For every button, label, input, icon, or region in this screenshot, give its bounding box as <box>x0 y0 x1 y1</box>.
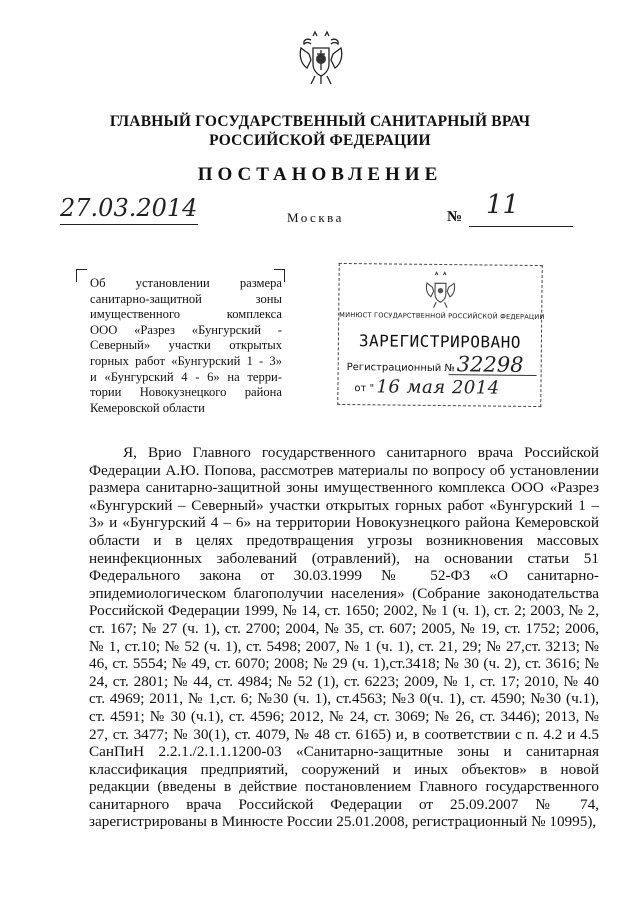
stamp-ministry-text: МИНЮСТ ГОСУДАРСТВЕННОЙ РОССИЙСКОЙ ФЕДЕРАЦИИ <box>339 310 545 322</box>
subject-line: и «Бунгурский 4 - 6» на терри- <box>90 369 282 384</box>
body-line: «Бунгурский – Северный» участки открытых горных работ «Бунгурский 1 – <box>89 496 599 514</box>
header-title-line2: РОССИЙСКОЙ ФЕДЕРАЦИИ <box>209 132 431 149</box>
stamp-date-label: от " <box>354 383 375 395</box>
document-type-title: ПОСТАНОВЛЕНИЕ <box>197 164 443 185</box>
stamp-date-handwritten: 16 мая 2014 <box>376 376 500 399</box>
body-line: Я, Врио Главного государственного санитарного врача Российской <box>123 444 599 461</box>
subject-line: горных работ «Бунгурский 1 - 3» <box>90 353 282 368</box>
body-line: области и в целях предотвращения угрозы возникновения массовых <box>89 531 599 549</box>
date-underline <box>60 224 198 225</box>
body-line: неинфекционных заболеваний (отравлений), на основании статьи 51 <box>89 549 599 567</box>
subject-line: имущественного комплекса <box>90 307 282 322</box>
russian-coat-of-arms-icon <box>297 30 345 86</box>
body-line: 46, ст. 5554; № 49, ст. 6070; 2008; № 29 (ч. 1),ст.3418; № 30 (ч. 2), ст. 3616; № <box>89 655 599 673</box>
subject-line: Об установлении размера <box>90 276 282 290</box>
body-line: Федерации А.Ю. Попова, рассмотрев материалы по вопросу об установлении <box>89 461 599 479</box>
body-line: № 1, ст.10; № 52 (ч. 1), ст. 5498; 2007, № 1 (ч. 1), ст. 21, 29; № 27,ст. 3213; № <box>89 637 599 655</box>
subject-line: Северный» участки открытых <box>90 338 282 353</box>
registration-stamp <box>337 263 545 407</box>
body-line: санитарного врача Российской Федерации от 25.09.2007 № 74, <box>89 795 599 813</box>
header-title-line1: ГЛАВНЫЙ ГОСУДАРСТВЕННЫЙ САНИТАРНЫЙ ВРАЧ <box>109 113 531 130</box>
body-line: редакции (введены в действие постановлением Главного государственного <box>89 778 599 796</box>
body-line: ст. 167; № 27 (ч. 1), ст. 2700; 2004, № 35, ст. 607; 2005, № 19, ст. 1752; 2006, <box>89 619 599 637</box>
handwritten-date: 27.03.2014 <box>60 194 198 222</box>
body-line: размера санитарно-защитной зоны имущественного комплекса ООО «Разрез <box>89 479 599 497</box>
subject-line: Кемеровской области <box>90 400 205 415</box>
russian-coat-of-arms-icon <box>423 271 457 309</box>
stamp-reg-number-label: Регистрационный № <box>346 362 455 375</box>
handwritten-number: 11 <box>486 190 520 220</box>
body-line: ст. 4591; № 30 (ч.1), ст. 4596; 2012, № 24, ст. 3069; № 26, ст. 3446); 2013, № <box>89 707 599 725</box>
body-line: 24, ст. 2801; № 44, ст. 4984; № 52 (1), ст. 6223; 2009, № 1, ст. 17; 2010, № 40 <box>89 672 599 690</box>
body-line: Федерального закона от 30.03.1999 № 52-ФЗ «О санитарно- <box>89 567 599 585</box>
body-line: ст. 4969; 2011, № 1,ст. 6; №30 (ч. 1), ст.4563; №3 0(ч. 1), ст. 4590; №30 (ч.1), <box>89 690 599 708</box>
subject-bracket-left <box>76 269 87 282</box>
body-line: классификация предприятий, сооружений и иных объектов» в новой <box>89 760 599 778</box>
body-line: Российской Федерации 1999, № 14, ст. 1650; 2002, № 1 (ч. 1), ст. 2; 2003, № 2, <box>89 602 599 620</box>
number-underline <box>469 226 573 227</box>
subject-block <box>90 276 282 416</box>
body-line: СанПиН 2.2.1./2.1.1.1200-03 «Санитарно-защитные зоны и санитарная <box>89 743 599 761</box>
city-label: Москва <box>287 210 344 225</box>
body-line: эпидемиологическом благополучии населения» (Собрание законодательства <box>89 584 599 602</box>
subject-line: санитарно-защитной зоны <box>90 291 282 306</box>
stamp-reg-number-handwritten: 32298 <box>456 352 524 377</box>
body-paragraph <box>89 444 599 831</box>
number-sign: № <box>447 209 463 225</box>
subject-line: тории Новокузнецкого района <box>90 385 282 400</box>
stamp-registered-text: ЗАРЕГИСТРИРОВАНО <box>358 331 522 352</box>
body-line: 27, ст. 3477; № 30(1), ст. 4079, № 48 ст. 6165) и, в соответствии с п. 4.2 и 4.5 <box>89 725 599 743</box>
body-line: зарегистрированы в Минюсте России 25.01.2008, регистрационный № 10995), <box>89 813 597 831</box>
body-line: 3» и «Бунгурский 4 – 6» на территории Новокузнецкого района Кемеровской <box>89 514 599 532</box>
subject-line: ООО «Разрез «Бунгурский - <box>90 322 282 337</box>
